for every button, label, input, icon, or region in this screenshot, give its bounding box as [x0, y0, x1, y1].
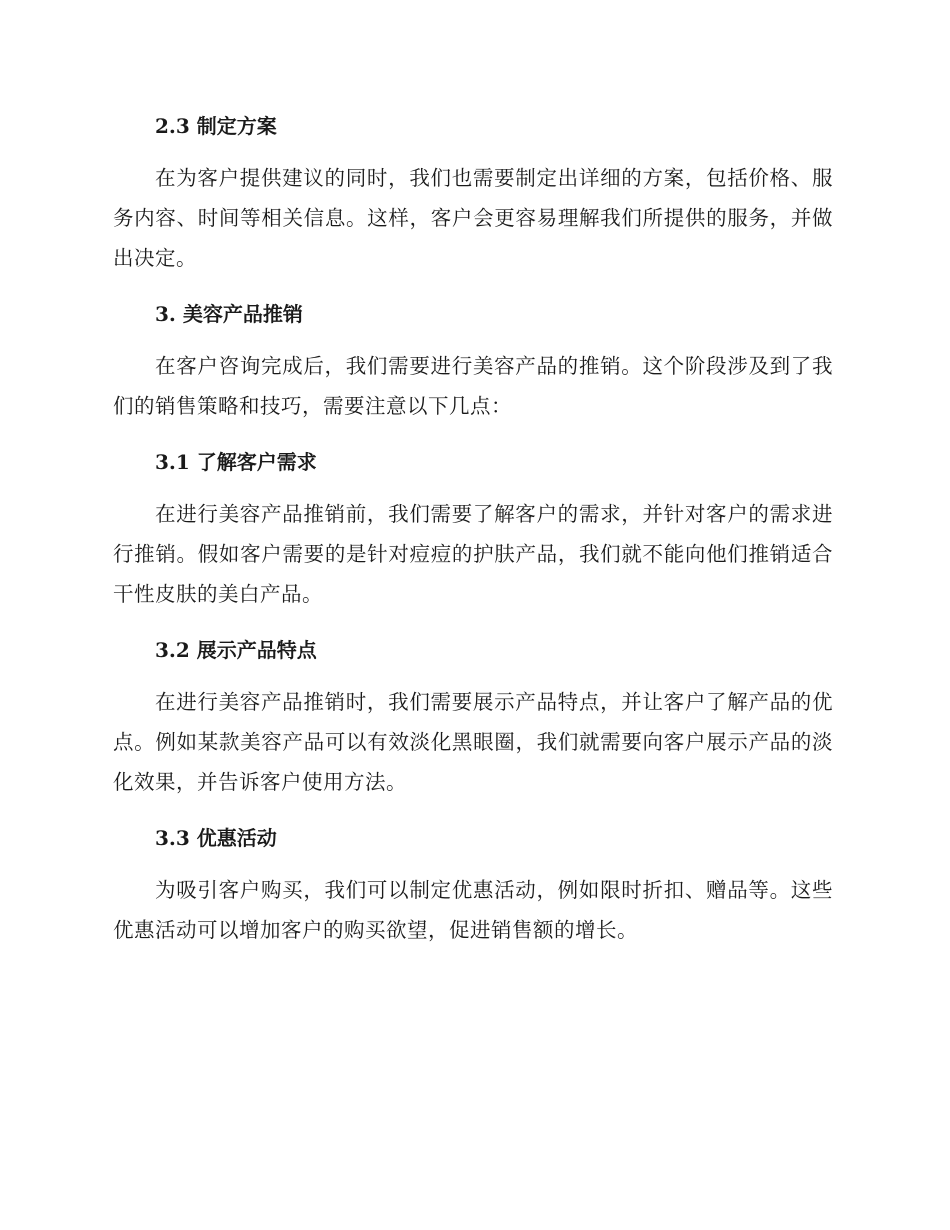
section-heading-2-3: 2.3 制定方案 — [155, 114, 277, 138]
section-heading-3: 3. 美容产品推销 — [155, 302, 303, 326]
section-paragraph-3-2: 在进行美容产品推销时，我们需要展示产品特点，并让客户了解产品的优点。例如某款美容产品可以有效淡化黑眼圈，我们就需要向客户展示产品的淡化效果，并告诉客户使用方法。 — [113, 690, 833, 794]
section-paragraph-3-1: 在进行美容产品推销前，我们需要了解客户的需求，并针对客户的需求进行推销。假如客户需要的是针对痘痘的护肤产品，我们就不能向他们推销适合干性皮肤的美白产品。 — [113, 502, 833, 606]
document-page — [113, 108, 833, 968]
section-heading-3-1: 3.1 了解客户需求 — [155, 450, 317, 474]
section-heading-3-2: 3.2 展示产品特点 — [155, 638, 317, 662]
section-paragraph-3-3: 为吸引客户购买，我们可以制定优惠活动，例如限时折扣、赠品等。这些优惠活动可以增加客户的购买欲望，促进销售额的增长。 — [113, 878, 833, 942]
section-paragraph-3: 在客户咨询完成后，我们需要进行美容产品的推销。这个阶段涉及到了我们的销售策略和技巧，需要注意以下几点： — [113, 354, 833, 418]
section-heading-3-3: 3.3 优惠活动 — [155, 826, 277, 850]
section-paragraph-2-3: 在为客户提供建议的同时，我们也需要制定出详细的方案，包括价格、服务内容、时间等相关信息。这样，客户会更容易理解我们所提供的服务，并做出决定。 — [113, 166, 833, 270]
